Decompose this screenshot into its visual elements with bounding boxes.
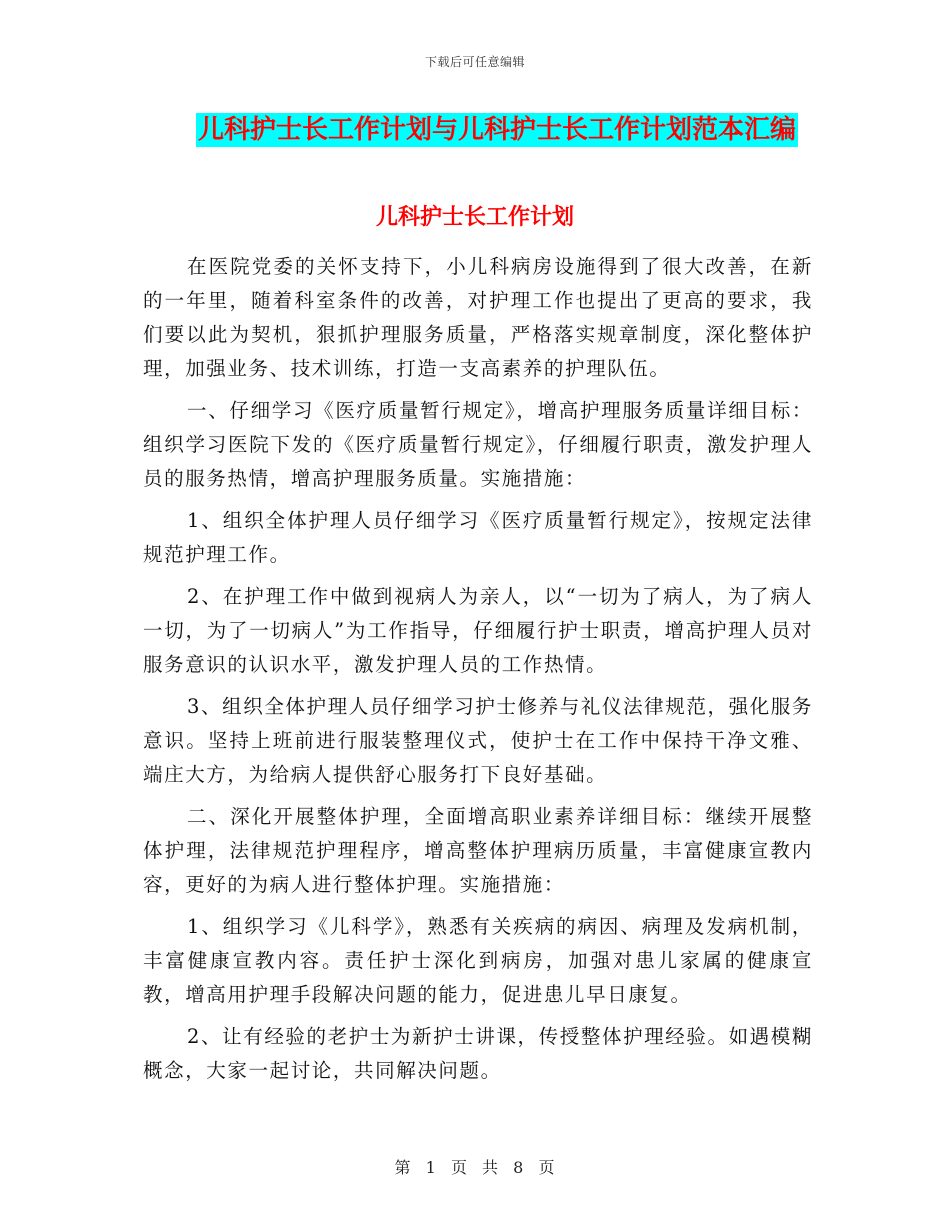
paragraph-item-1-2: 2、在护理工作中做到视病人为亲人，以“一切为了病人，为了病人一切，为了一切病人”为工作指导，仔细履行护士职责，增高护理人员对服务意识的认识水平，激发护理人员的工作热情。 [143, 585, 813, 676]
paragraph-item-2-1: 1、组织学习《儿科学》，熟悉有关疾病的病因、病理及发病机制，丰富健康宣教内容。责任护士深化到病房，加强对患儿家属的健康宣教，增高用护理手段解决问题的能力，促进患儿早日康复。 [143, 915, 813, 1006]
main-title: 儿科护士长工作计划与儿科护士长工作计划范本汇编 [197, 115, 796, 145]
footer-page-unit: 页 [450, 1158, 468, 1177]
page-footer [0, 1155, 950, 1178]
paragraph-item-1-3: 3、组织全体护理人员仔细学习护士修养与礼仪法律规范，强化服务意识。坚持上班前进行服装整理仪式，使护士在工作中保持干净文雅、端庄大方，为给病人提供舒心服务打下良好基础。 [143, 695, 813, 786]
footer-page-number: 1 [425, 1158, 437, 1177]
main-title-container [0, 113, 950, 147]
header-note: 下载后可任意编辑 [424, 55, 525, 69]
paragraph-section-1: 一、仔细学习《医疗质量暂行规定》，增高护理服务质量详细目标：组织学习医院下发的《医疗质量暂行规定》，仔细履行职责，激发护理人员的服务热情，增高护理服务质量。实施措施： [143, 399, 813, 490]
body-content [143, 250, 813, 1096]
footer-total-label: 共 [482, 1158, 500, 1177]
paragraph-section-2: 二、深化开展整体护理，全面增高职业素养详细目标：继续开展整体护理，法律规范护理程序，增高整体护理病历质量，丰富健康宣教内容，更好的为病人进行整体护理。实施措施： [143, 805, 813, 896]
section-title: 儿科护士长工作计划 [375, 205, 574, 230]
footer-total-pages: 8 [513, 1158, 525, 1177]
paragraph-intro: 在医院党委的关怀支持下，小儿科病房设施得到了很大改善，在新的一年里，随着科室条件的改善，对护理工作也提出了更高的要求，我们要以此为契机，狠抓护理服务质量，严格落实规章制度，深化整体护理，加强业务、技术训练，打造一支高素养的护理队伍。 [143, 255, 813, 380]
footer-total-unit: 页 [538, 1158, 556, 1177]
paragraph-item-2-2: 2、让有经验的老护士为新护士讲课，传授整体护理经验。如遇模糊概念，大家一起讨论，共同解决问题。 [143, 1025, 813, 1082]
paragraph-item-1-1: 1、组织全体护理人员仔细学习《医疗质量暂行规定》，按规定法律规范护理工作。 [143, 509, 813, 566]
footer-page-label: 第 [394, 1158, 412, 1177]
